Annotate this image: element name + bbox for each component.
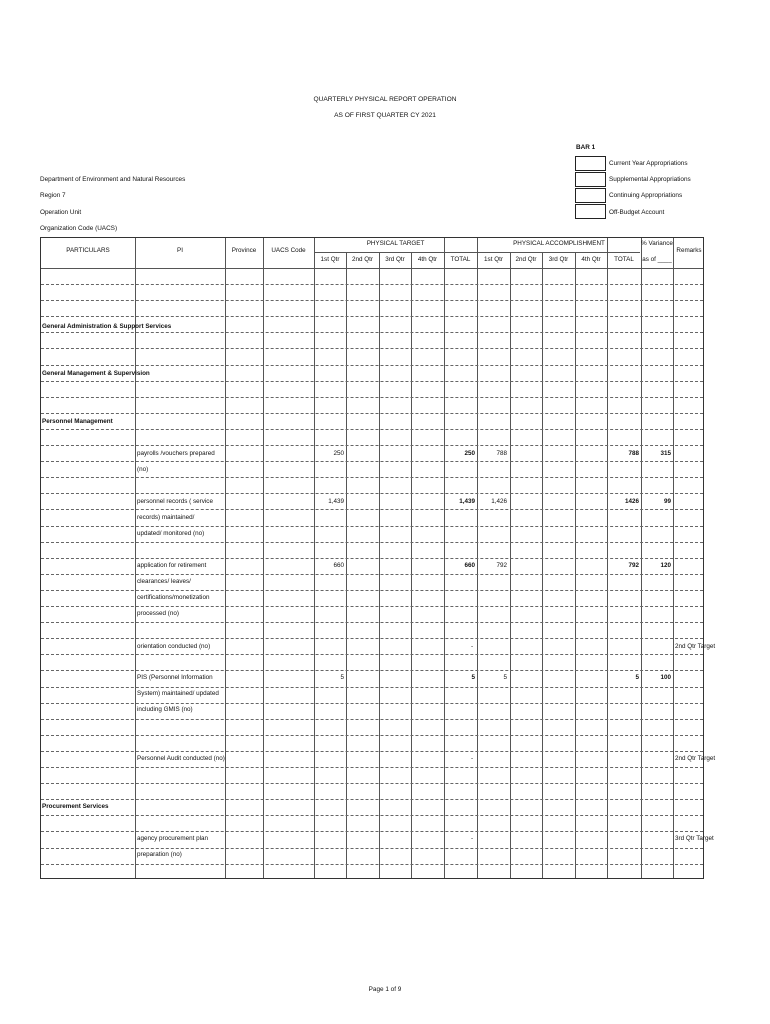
target-total-value: 660 xyxy=(464,562,475,569)
header-remarks: Remarks xyxy=(676,247,702,254)
row-line xyxy=(41,316,703,317)
row-line xyxy=(41,654,703,655)
header-accomp-q3: 3rd Qtr xyxy=(548,256,569,263)
row-line xyxy=(41,574,703,575)
appropriation-box-continuing[interactable] xyxy=(575,188,606,203)
target-total-value: - xyxy=(470,755,474,762)
pi-pis-line3: including GMIS (no) xyxy=(137,706,193,713)
header-province: Province xyxy=(231,247,257,254)
row-line xyxy=(41,767,703,768)
accomp-total-value: 792 xyxy=(628,562,639,569)
target-q1-value: 250 xyxy=(333,450,344,457)
page-footer: Page 1 of 9 xyxy=(368,986,402,993)
row-line xyxy=(41,703,703,704)
row-line xyxy=(41,799,703,800)
row-line xyxy=(41,381,703,382)
row-line xyxy=(41,783,703,784)
section-general-management: General Management & Supervision xyxy=(42,370,150,377)
row-line xyxy=(41,542,703,543)
row-line xyxy=(41,509,703,510)
col-line xyxy=(379,252,380,878)
header-particulars: PARTICULARS xyxy=(66,247,110,254)
pi-payrolls-unit: (no) xyxy=(137,466,149,473)
row-line xyxy=(41,365,703,366)
appropriation-box-current[interactable] xyxy=(575,156,606,171)
row-line xyxy=(41,590,703,591)
row-line xyxy=(41,606,703,607)
pi-procurement-plan-line2: preparation (no) xyxy=(137,851,182,858)
row-line xyxy=(41,848,703,849)
appropriation-label-offbudget: Off-Budget Account xyxy=(609,209,665,216)
row-line xyxy=(41,526,703,527)
bar-label: BAR 1 xyxy=(576,144,596,151)
pi-procurement-plan: agency procurement plan xyxy=(137,835,209,842)
row-line xyxy=(41,493,703,494)
target-total-value: - xyxy=(470,643,474,650)
header-variance: % Variance xyxy=(641,240,673,247)
col-line xyxy=(411,252,412,878)
pi-orientation: orientation conducted (no) xyxy=(137,643,211,650)
pi-records-line2: records) maintained/ xyxy=(137,514,195,521)
accomp-total-value: 788 xyxy=(628,450,639,457)
accomp-q1-value: 5 xyxy=(503,674,507,681)
section-procurement: Procurement Services xyxy=(42,803,109,810)
department-name: Department of Environment and Natural Resources xyxy=(40,176,186,183)
row-line xyxy=(41,638,703,639)
remarks-value: 2nd Qtr Target xyxy=(675,755,716,762)
target-q1-value: 5 xyxy=(340,674,344,681)
row-line xyxy=(41,864,703,865)
row-line xyxy=(41,670,703,671)
header-accomp-q1: 1st Qtr xyxy=(484,256,503,263)
pi-retirement: application for retirement xyxy=(137,562,207,569)
target-total-value: 1,439 xyxy=(459,498,475,505)
pi-audit: Personnel Audit conducted (no) xyxy=(137,755,225,762)
pi-pis: PIS (Personnel Information xyxy=(137,674,213,681)
row-line xyxy=(41,332,703,333)
variance-value: 315 xyxy=(660,450,671,457)
header-accomp-q4: 4th Qtr xyxy=(581,256,601,263)
pi-records-line3: updated/ monitored (no) xyxy=(137,530,205,537)
section-general-admin: General Administration & Support Services xyxy=(42,323,172,330)
col-line xyxy=(575,252,576,878)
col-line xyxy=(542,252,543,878)
appropriation-label-current: Current Year Appropriations xyxy=(609,160,688,167)
accomp-total-value: 1426 xyxy=(624,498,639,505)
col-line xyxy=(346,252,347,878)
row-line xyxy=(41,300,703,301)
appropriation-label-continuing: Continuing Appropriations xyxy=(609,192,683,199)
row-line xyxy=(41,477,703,478)
header-accomp-total: TOTAL xyxy=(614,256,634,263)
header-physical-accomplishment: PHYSICAL ACCOMPLISHMENT xyxy=(513,240,605,247)
row-line xyxy=(41,815,703,816)
region-name: Region 7 xyxy=(40,192,66,199)
row-line xyxy=(41,348,703,349)
report-subtitle: AS OF FIRST QUARTER CY 2021 xyxy=(334,112,436,119)
operation-unit: Operation Unit xyxy=(40,209,82,216)
header-bottom-line xyxy=(41,268,703,269)
appropriation-box-offbudget[interactable] xyxy=(575,204,606,219)
row-line xyxy=(41,397,703,398)
header-target-q2: 2nd Qtr xyxy=(352,256,373,263)
header-target-q3: 3rd Qtr xyxy=(385,256,405,263)
header-pi: PI xyxy=(177,247,183,254)
target-total-value: 5 xyxy=(471,674,475,681)
header-target-q4: 4th Qtr xyxy=(417,256,438,263)
target-total-value: 250 xyxy=(464,450,475,457)
header-uacs: UACS Code xyxy=(271,247,306,254)
target-q1-value: 660 xyxy=(333,562,344,569)
row-line xyxy=(41,735,703,736)
row-line xyxy=(41,687,703,688)
accomp-q1-value: 792 xyxy=(496,562,507,569)
section-personnel-management: Personnel Management xyxy=(42,418,113,425)
target-total-value: - xyxy=(470,835,474,842)
pi-records: personnel records ( service xyxy=(137,498,213,505)
pi-retirement-line4: processed (no) xyxy=(137,610,179,617)
row-line xyxy=(41,461,703,462)
row-line xyxy=(41,558,703,559)
row-line xyxy=(41,831,703,832)
header-split-line xyxy=(314,252,640,253)
row-line xyxy=(41,719,703,720)
variance-value: 120 xyxy=(660,562,671,569)
header-variance-asof: as of ____ xyxy=(642,256,672,263)
organization-code: Organization Code (UACS) xyxy=(40,225,118,232)
header-target-total: TOTAL xyxy=(450,256,471,263)
accomp-total-value: 5 xyxy=(635,674,639,681)
pi-pis-line2: System) maintained/ updated xyxy=(137,690,219,697)
target-q1-value: 1,439 xyxy=(328,498,344,505)
row-line xyxy=(41,622,703,623)
col-line xyxy=(510,252,511,878)
row-line xyxy=(41,751,703,752)
row-line xyxy=(41,445,703,446)
pi-retirement-line3: certifications/monetization xyxy=(137,594,210,601)
header-target-q1: 1st Qtr xyxy=(320,256,340,263)
header-accomp-q2: 2nd Qtr xyxy=(515,256,537,263)
accomp-q1-value: 1,426 xyxy=(491,498,507,505)
report-table xyxy=(40,237,716,879)
row-line xyxy=(41,284,703,285)
header-physical-target: PHYSICAL TARGET xyxy=(366,240,425,247)
report-title: QUARTERLY PHYSICAL REPORT OPERATION xyxy=(313,96,457,103)
remarks-value: 2nd Qtr Target xyxy=(675,643,716,650)
variance-value: 100 xyxy=(660,674,671,681)
remarks-value: 3rd Qtr Target xyxy=(675,835,714,842)
accomp-q1-value: 788 xyxy=(496,450,507,457)
variance-value: 99 xyxy=(663,498,671,505)
pi-payrolls: payrolls /vouchers prepared xyxy=(137,450,215,457)
row-line xyxy=(41,429,703,430)
appropriation-box-supplemental[interactable] xyxy=(575,172,606,187)
row-line xyxy=(41,413,703,414)
appropriation-label-supplemental: Supplemental Appropriations xyxy=(609,176,691,183)
pi-retirement-line2: clearances/ leaves/ xyxy=(137,578,191,585)
